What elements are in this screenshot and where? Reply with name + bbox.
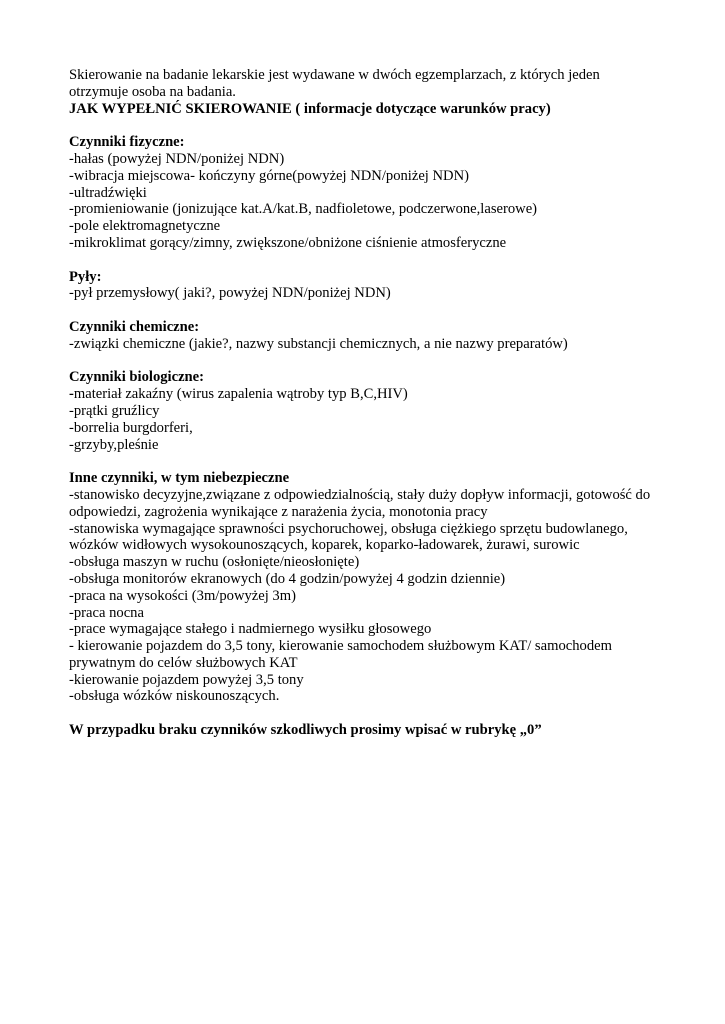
list-item: -borrelia burgdorferi, <box>69 419 193 436</box>
list-item: -związki chemiczne (jakie?, nazwy substancji chemicznych, a nie nazwy preparatów) <box>69 335 568 352</box>
list-item: -mikroklimat gorący/zimny, zwiększone/obniżone ciśnienie atmosferyczne <box>69 234 507 251</box>
list-item: -ultradźwięki <box>69 184 147 201</box>
list-item: -pole elektromagnetyczne <box>69 218 221 235</box>
section-title: Czynniki chemiczne: <box>69 318 200 335</box>
list-item: -stanowiska wymagające sprawności psychoruchowej, obsługa ciężkiego sprzętu budowlanego, <box>69 520 628 537</box>
section-other-factors <box>69 470 669 705</box>
section-title: Czynniki biologiczne: <box>69 369 204 386</box>
section-chemical-factors <box>69 319 669 353</box>
list-item: -hałas (powyżej NDN/poniżej NDN) <box>69 150 285 167</box>
list-item: -praca nocna <box>69 604 144 621</box>
list-item: wózków widłowych wysokounoszących, koparek, koparko-ładowarek, żurawi, surowic <box>69 537 580 554</box>
intro-line: otrzymuje osoba na badania. <box>69 83 236 100</box>
footer-note: W przypadku braku czynników szkodliwych prosimy wpisać w rubrykę „0” <box>69 722 542 739</box>
bold-dash: - <box>69 386 74 403</box>
list-item: -prace wymagające stałego i nadmiernego wysiłku głosowego <box>69 621 432 638</box>
list-item: -grzyby,pleśnie <box>69 436 159 453</box>
section-biological-factors <box>69 369 669 453</box>
list-item: -praca na wysokości (3m/powyżej 3m) <box>69 587 296 604</box>
section-physical-factors <box>69 134 669 252</box>
section-title: Czynniki fizyczne: <box>69 134 185 151</box>
section-title: Pyły: <box>69 268 102 285</box>
list-item: -obsługa monitorów ekranowych (do 4 godzin/powyżej 4 godzin dziennie) <box>69 570 506 587</box>
list-item: -prątki gruźlicy <box>69 402 160 419</box>
document-heading: JAK WYPEŁNIĆ SKIEROWANIE ( informacje dotyczące warunków pracy) <box>69 100 551 117</box>
list-item: -kierowanie pojazdem powyżej 3,5 tony <box>69 671 304 688</box>
intro-line: Skierowanie na badanie lekarskie jest wydawane w dwóch egzemplarzach, z których jeden <box>69 67 600 83</box>
list-item: -wibracja miejscowa- kończyny górne(powyżej NDN/poniżej NDN) <box>69 167 469 184</box>
list-item: -obsługa wózków niskounoszących. <box>69 688 280 705</box>
section-dusts <box>69 269 669 303</box>
section-title: Inne czynniki, w tym niebezpieczne <box>69 470 290 487</box>
list-item: -pył przemysłowy( jaki?, powyżej NDN/poniżej NDN) <box>69 285 391 302</box>
list-item-text: materiał zakaźny (wirus zapalenia wątroby typ B,C,HIV) <box>73 386 408 403</box>
list-item: -obsługa maszyn w ruchu (osłonięte/nieosłonięte) <box>69 554 360 571</box>
document-page <box>69 67 669 739</box>
list-item: odpowiedzi, zagrożenia wynikające z narażenia życia, monotonia pracy <box>69 503 488 520</box>
list-item: prywatnym do celów służbowych KAT <box>69 654 298 671</box>
list-item: -promieniowanie (jonizujące kat.A/kat.B, nadfioletowe, podczerwone,laserowe) <box>69 201 538 218</box>
list-item: - kierowanie pojazdem do 3,5 tony, kierowanie samochodem służbowym KAT/ samochodem <box>69 638 612 655</box>
list-item <box>69 386 669 403</box>
list-item: -stanowisko decyzyjne,związane z odpowiedzialnością, stały duży dopływ informacji, gotowość do <box>69 486 651 503</box>
